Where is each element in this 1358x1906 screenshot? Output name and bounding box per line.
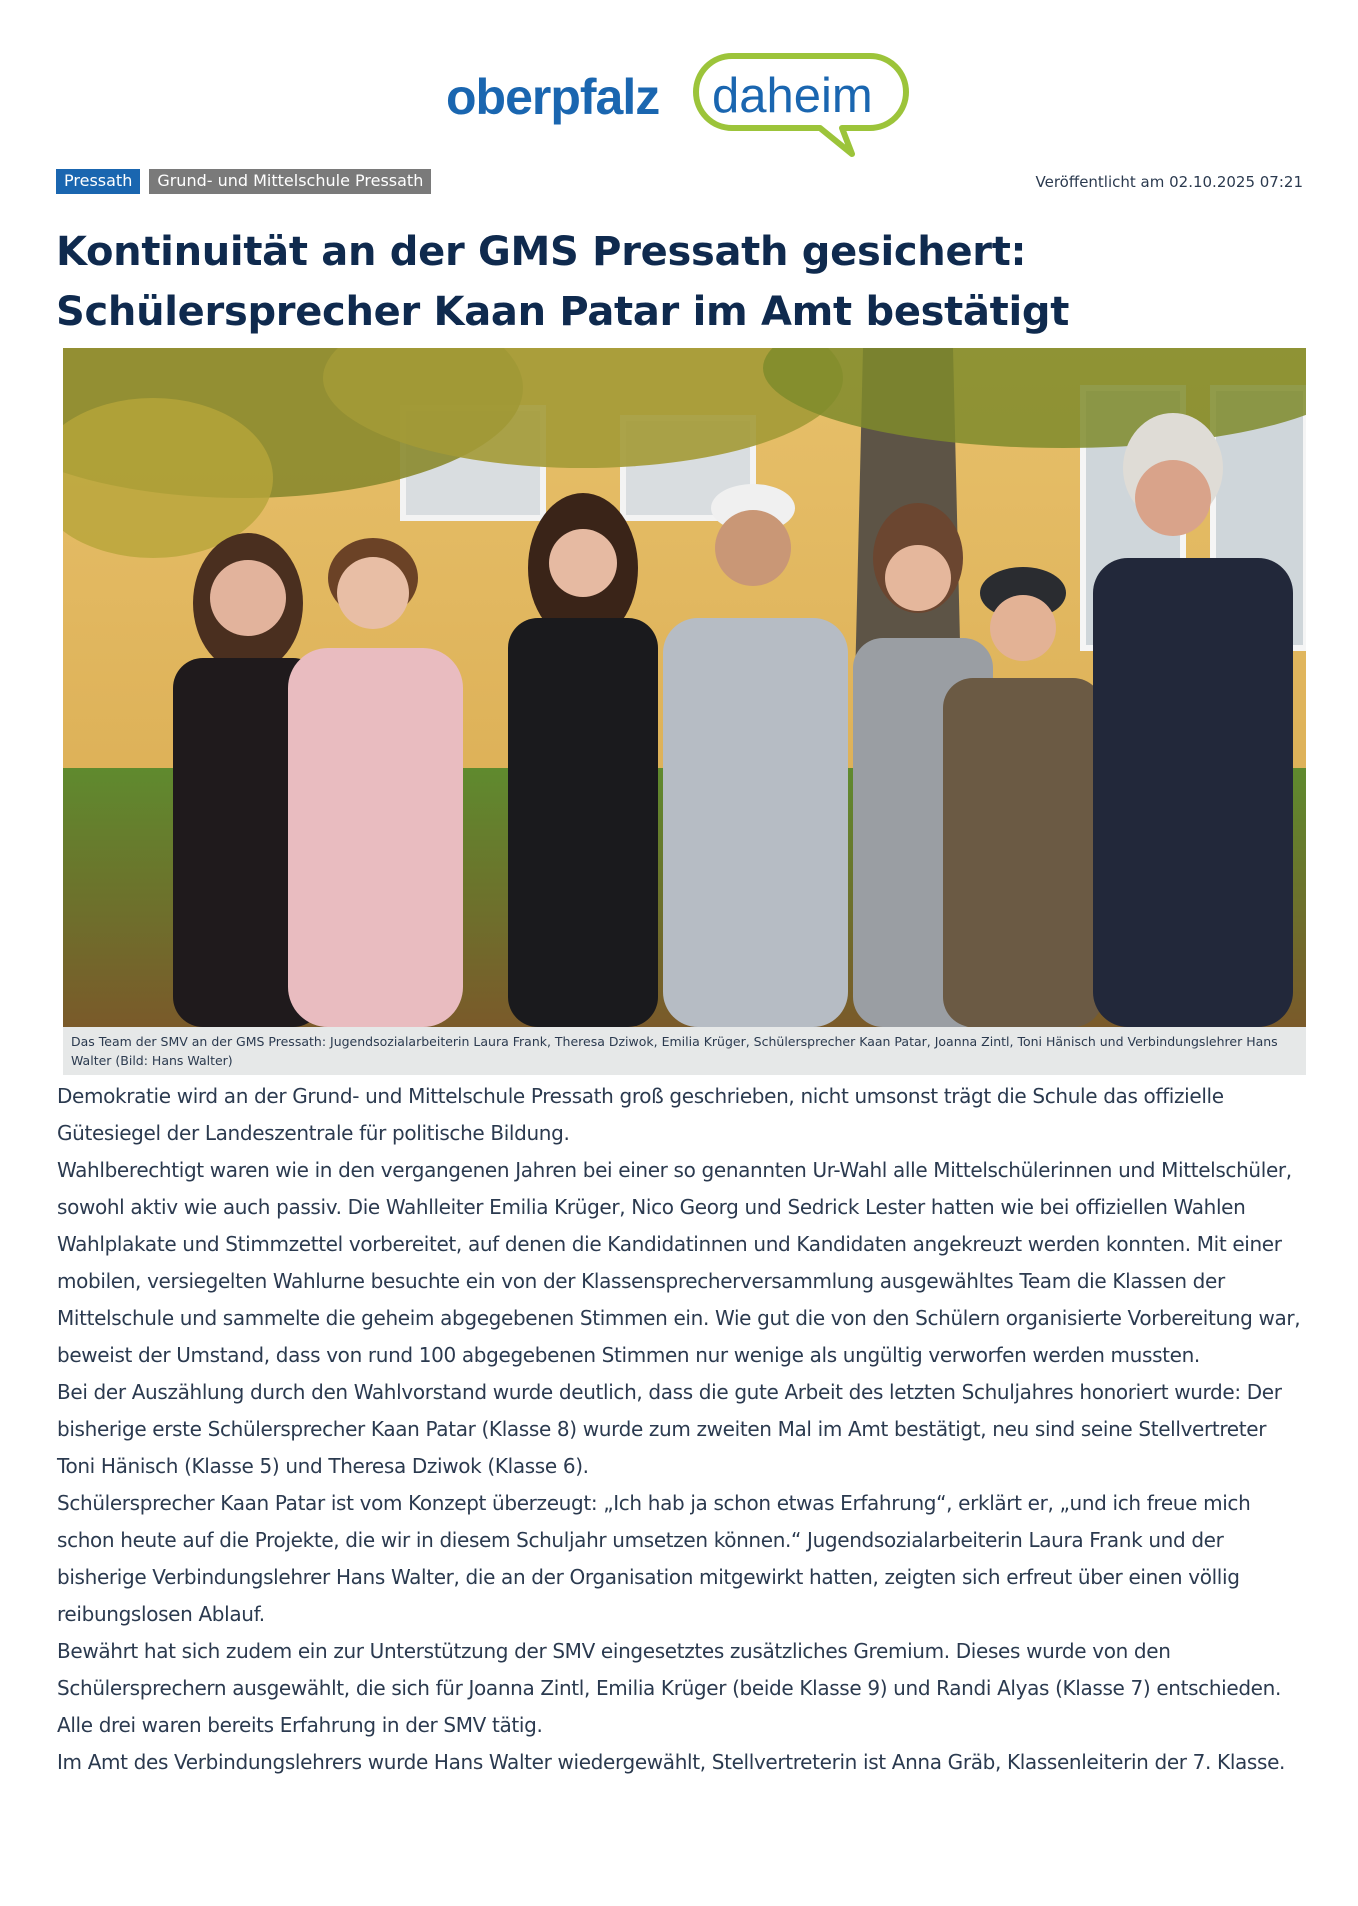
- category-tags: [56, 169, 431, 194]
- article-body: [57, 1078, 1307, 1781]
- paragraph: Im Amt des Verbindungslehrers wurde Hans Walter wiedergewählt, Stellvertreterin ist Anna Gräb, Klassenleiterin der 7. Klasse.: [57, 1750, 1286, 1774]
- headline-line-1: Kontinuität an der GMS Pressath gesichert:: [56, 229, 1027, 275]
- paragraph: Wahlberechtigt waren wie in den vergangenen Jahren bei einer so genannten Ur-Wahl alle Mittelschülerinnen und Mittelschüler, sowohl aktiv wie auch passiv. Die Wahlleiter Emilia Krüger, Nico Georg und Sedrick Lester hatten wie bei offiziellen Wahlen Wahlplakate und Stimmzettel vorbereitet, auf denen die Kandidatinnen und Kandidaten angekreuzt werden konnten. Mit einer mobilen, versiegelten Wahlurne besuchte ein von der Klassensprecherversammlung ausgewähltes Team die Klassen der Mittelschule und sammelte die geheim abgegebenen Stimmen ein. Wie gut die von den Schülern organisierte Vorbereitung war, beweist der Umstand, dass von rund 100 abgegebenen Stimmen nur wenige als ungültig verworfen werden mussten.: [57, 1158, 1301, 1367]
- photo-caption: Das Team der SMV an der GMS Pressath: Jugendsozialarbeiterin Laura Frank, Theresa Dziwok, Emilia Krüger, Schülersprecher Kaan Patar, Joanna Zintl, Toni Hänisch und Verbindungslehrer Hans Walter (Bild: Hans Walter): [63, 1027, 1306, 1075]
- logo-word-daheim: daheim: [712, 69, 873, 123]
- tag-school[interactable]: Grund- und Mittelschule Pressath: [149, 169, 431, 194]
- logo-word-oberpfalz: oberpfalz: [446, 69, 660, 125]
- paragraph: Bei der Auszählung durch den Wahlvorstand wurde deutlich, dass die gute Arbeit des letzten Schuljahres honoriert wurde: Der bisherige erste Schülersprecher Kaan Patar (Klasse 8) wurde zum zweiten Mal im Amt bestätigt, neu sind seine Stellvertreter Toni Hänisch (Klasse 5) und Theresa Dziwok (Klasse 6).: [57, 1380, 1282, 1478]
- paragraph: Schülersprecher Kaan Patar ist vom Konzept überzeugt: „Ich hab ja schon etwas Erfahrung“, erklärt er, „und ich freue mich schon heute auf die Projekte, die wir in diesem Schuljahr umsetzen können.“ Jugendsozialarbeiterin Laura Frank und der bisherige Verbindungslehrer Hans Walter, die an der Organisation mitgewirkt hatten, zeigten sich erfreut über einen völlig reibungslosen Ablauf.: [57, 1491, 1251, 1626]
- headline-line-2: Schülersprecher Kaan Patar im Amt bestätigt: [56, 289, 1070, 335]
- site-logo[interactable]: [446, 50, 916, 160]
- article-headline: [56, 222, 1316, 342]
- tag-location[interactable]: Pressath: [56, 169, 140, 194]
- article-photo[interactable]: [63, 348, 1306, 1027]
- paragraph: Demokratie wird an der Grund- und Mittelschule Pressath groß geschrieben, nicht umsonst trägt die Schule das offizielle Gütesiegel der Landeszentrale für politische Bildung.: [57, 1084, 1224, 1145]
- publish-date: Veröffentlicht am 02.10.2025 07:21: [1035, 173, 1303, 191]
- paragraph: Bewährt hat sich zudem ein zur Unterstützung der SMV eingesetztes zusätzliches Gremium. Dieses wurde von den Schülersprechern ausgewählt, die sich für Joanna Zintl, Emilia Krüger (beide Klasse 9) und Randi Alyas (Klasse 7) entschieden. Alle drei waren bereits Erfahrung in der SMV tätig.: [57, 1639, 1281, 1737]
- group-photo-image: [63, 348, 1306, 1027]
